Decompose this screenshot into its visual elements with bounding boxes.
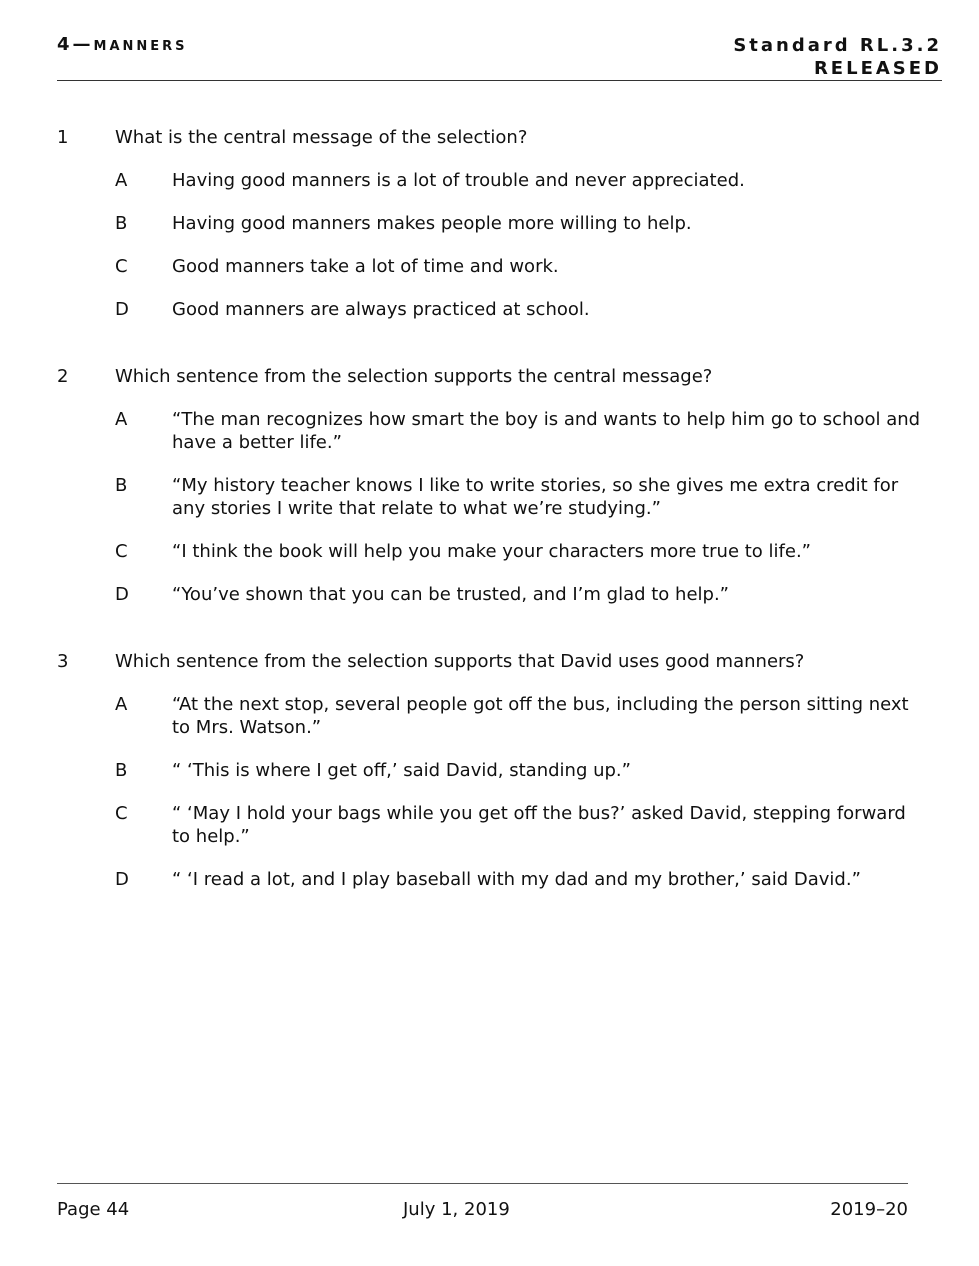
option-text: “At the next stop, several people got off the bus, including the person sitting next to Mrs. Watson.”	[172, 694, 909, 738]
option-b	[115, 759, 927, 782]
option-text: “You’ve shown that you can be trusted, and I’m glad to help.”	[172, 584, 729, 605]
question-number: 1	[57, 127, 69, 148]
standard-code: Standard RL.3.2	[733, 35, 942, 56]
question-1	[57, 126, 927, 321]
page-header	[57, 34, 942, 81]
question-text: What is the central message of the selection?	[115, 127, 528, 148]
section-number: 4	[57, 34, 73, 55]
option-label: D	[115, 299, 129, 320]
option-b	[115, 212, 927, 235]
question-number: 3	[57, 651, 69, 672]
option-label: A	[115, 694, 128, 715]
option-c	[115, 802, 927, 848]
answer-options	[115, 169, 927, 321]
option-a	[115, 693, 927, 739]
standard-block	[733, 34, 942, 80]
option-label: C	[115, 803, 128, 824]
option-label: B	[115, 475, 128, 496]
option-c	[115, 255, 927, 278]
option-d	[115, 583, 927, 606]
release-status: RELEASED	[813, 58, 942, 79]
question-2	[57, 365, 927, 606]
option-text: Having good manners is a lot of trouble and never appreciated.	[172, 170, 745, 191]
option-d	[115, 298, 927, 321]
question-stem	[57, 126, 927, 149]
question-stem	[57, 650, 927, 673]
option-text: “The man recognizes how smart the boy is and wants to help him go to school and have a better life.”	[172, 409, 921, 453]
answer-options	[115, 408, 927, 606]
option-text: “ ‘May I hold your bags while you get off the bus?’ asked David, stepping forward to help.”	[172, 803, 906, 847]
option-label: D	[115, 584, 129, 605]
option-label: D	[115, 869, 129, 890]
option-label: C	[115, 256, 128, 277]
answer-options	[115, 693, 927, 891]
section-name: MANNERS	[93, 39, 188, 54]
option-a	[115, 169, 927, 192]
option-a	[115, 408, 927, 454]
option-text: Good manners take a lot of time and work.	[172, 256, 559, 277]
option-text: “My history teacher knows I like to write stories, so she gives me extra credit for any stories I write that relate to what we’re studying.”	[172, 475, 899, 519]
school-year: 2019–20	[830, 1199, 908, 1220]
question-stem	[57, 365, 927, 388]
option-label: A	[115, 409, 128, 430]
option-text: “ ‘This is where I get off,’ said David, standing up.”	[172, 760, 631, 781]
footer-date: July 1, 2019	[403, 1199, 510, 1220]
question-3	[57, 650, 927, 891]
option-label: C	[115, 541, 128, 562]
question-text: Which sentence from the selection supports that David uses good manners?	[115, 651, 805, 672]
option-text: “ ‘I read a lot, and I play baseball with my dad and my brother,’ said David.”	[172, 869, 861, 890]
option-text: Having good manners makes people more willing to help.	[172, 213, 692, 234]
option-label: B	[115, 760, 128, 781]
question-number: 2	[57, 366, 69, 387]
section-dash: —	[72, 34, 94, 55]
option-d	[115, 868, 927, 891]
option-label: A	[115, 170, 128, 191]
option-c	[115, 540, 927, 563]
option-text: Good manners are always practiced at school.	[172, 299, 590, 320]
page-footer	[57, 1183, 908, 1220]
question-list	[57, 126, 927, 935]
section-title	[57, 34, 188, 55]
question-text: Which sentence from the selection supports the central message?	[115, 366, 713, 387]
option-b	[115, 474, 927, 520]
option-text: “I think the book will help you make your characters more true to life.”	[172, 541, 811, 562]
page-number: Page 44	[57, 1199, 130, 1220]
option-label: B	[115, 213, 128, 234]
